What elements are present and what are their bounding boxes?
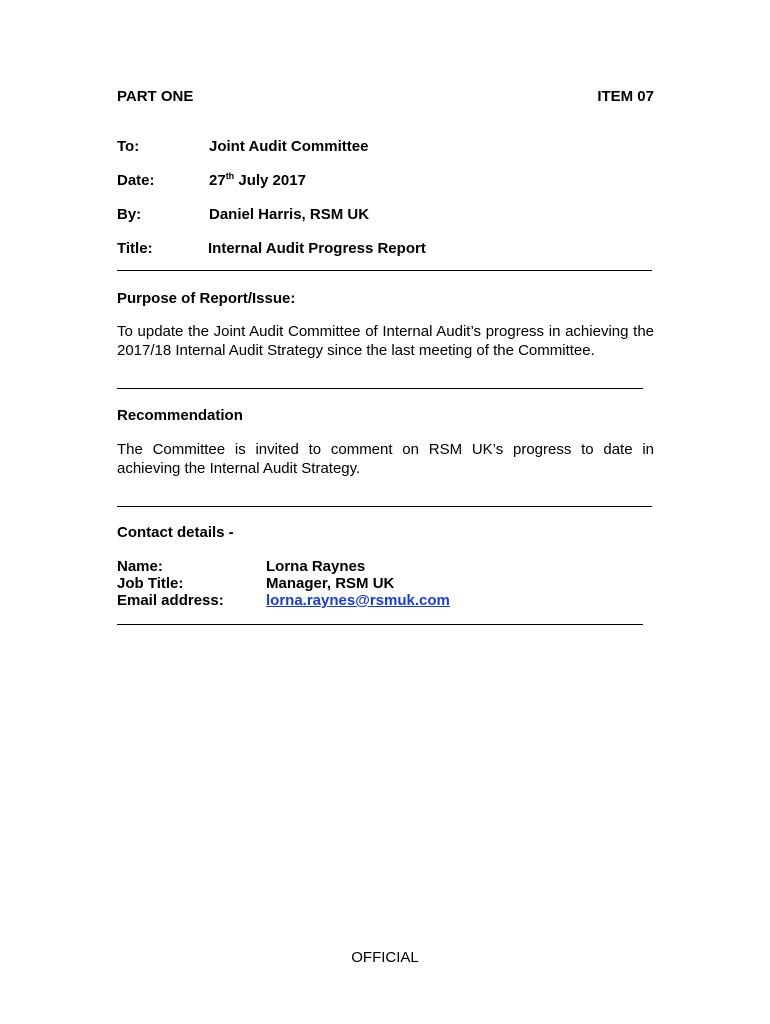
name-label: Name: bbox=[117, 558, 163, 575]
by-label: By: bbox=[117, 206, 142, 223]
email-field bbox=[266, 592, 450, 610]
classification-footer: OFFICIAL bbox=[351, 949, 419, 966]
contact-heading: Contact details - bbox=[117, 524, 234, 541]
recommendation-body: The Committee is invited to comment on RSM UK’s progress to date in achieving the Internal Audit Strategy. bbox=[117, 441, 654, 477]
date-suffix: th bbox=[225, 171, 235, 181]
by-value: Daniel Harris, RSM UK bbox=[209, 206, 370, 223]
name-value: Lorna Raynes bbox=[266, 558, 366, 575]
divider-2 bbox=[117, 388, 643, 389]
date-label: Date: bbox=[117, 172, 155, 189]
job-title-label: Job Title: bbox=[117, 575, 184, 592]
purpose-body: To update the Joint Audit Committee of Internal Audit’s progress in achieving the 2017/18 Internal Audit Strategy since the last meeting of the Committee. bbox=[117, 323, 654, 359]
date-day: 27 bbox=[209, 172, 226, 189]
email-label: Email address: bbox=[117, 592, 224, 609]
job-title-value: Manager, RSM UK bbox=[266, 575, 395, 592]
purpose-heading: Purpose of Report/Issue: bbox=[117, 290, 296, 307]
title-value: Internal Audit Progress Report bbox=[208, 240, 426, 257]
recommendation-heading: Recommendation bbox=[117, 407, 243, 424]
item-label: ITEM 07 bbox=[597, 88, 654, 105]
title-label: Title: bbox=[117, 240, 153, 257]
part-label: PART ONE bbox=[117, 88, 194, 105]
divider-1 bbox=[117, 270, 652, 271]
divider-3 bbox=[117, 506, 652, 507]
divider-4 bbox=[117, 624, 643, 625]
date-value bbox=[209, 172, 306, 190]
to-label: To: bbox=[117, 138, 140, 155]
to-value: Joint Audit Committee bbox=[209, 138, 369, 155]
email-link[interactable]: lorna.raynes@rsmuk.com bbox=[266, 592, 450, 609]
date-rest: July 2017 bbox=[234, 172, 306, 189]
